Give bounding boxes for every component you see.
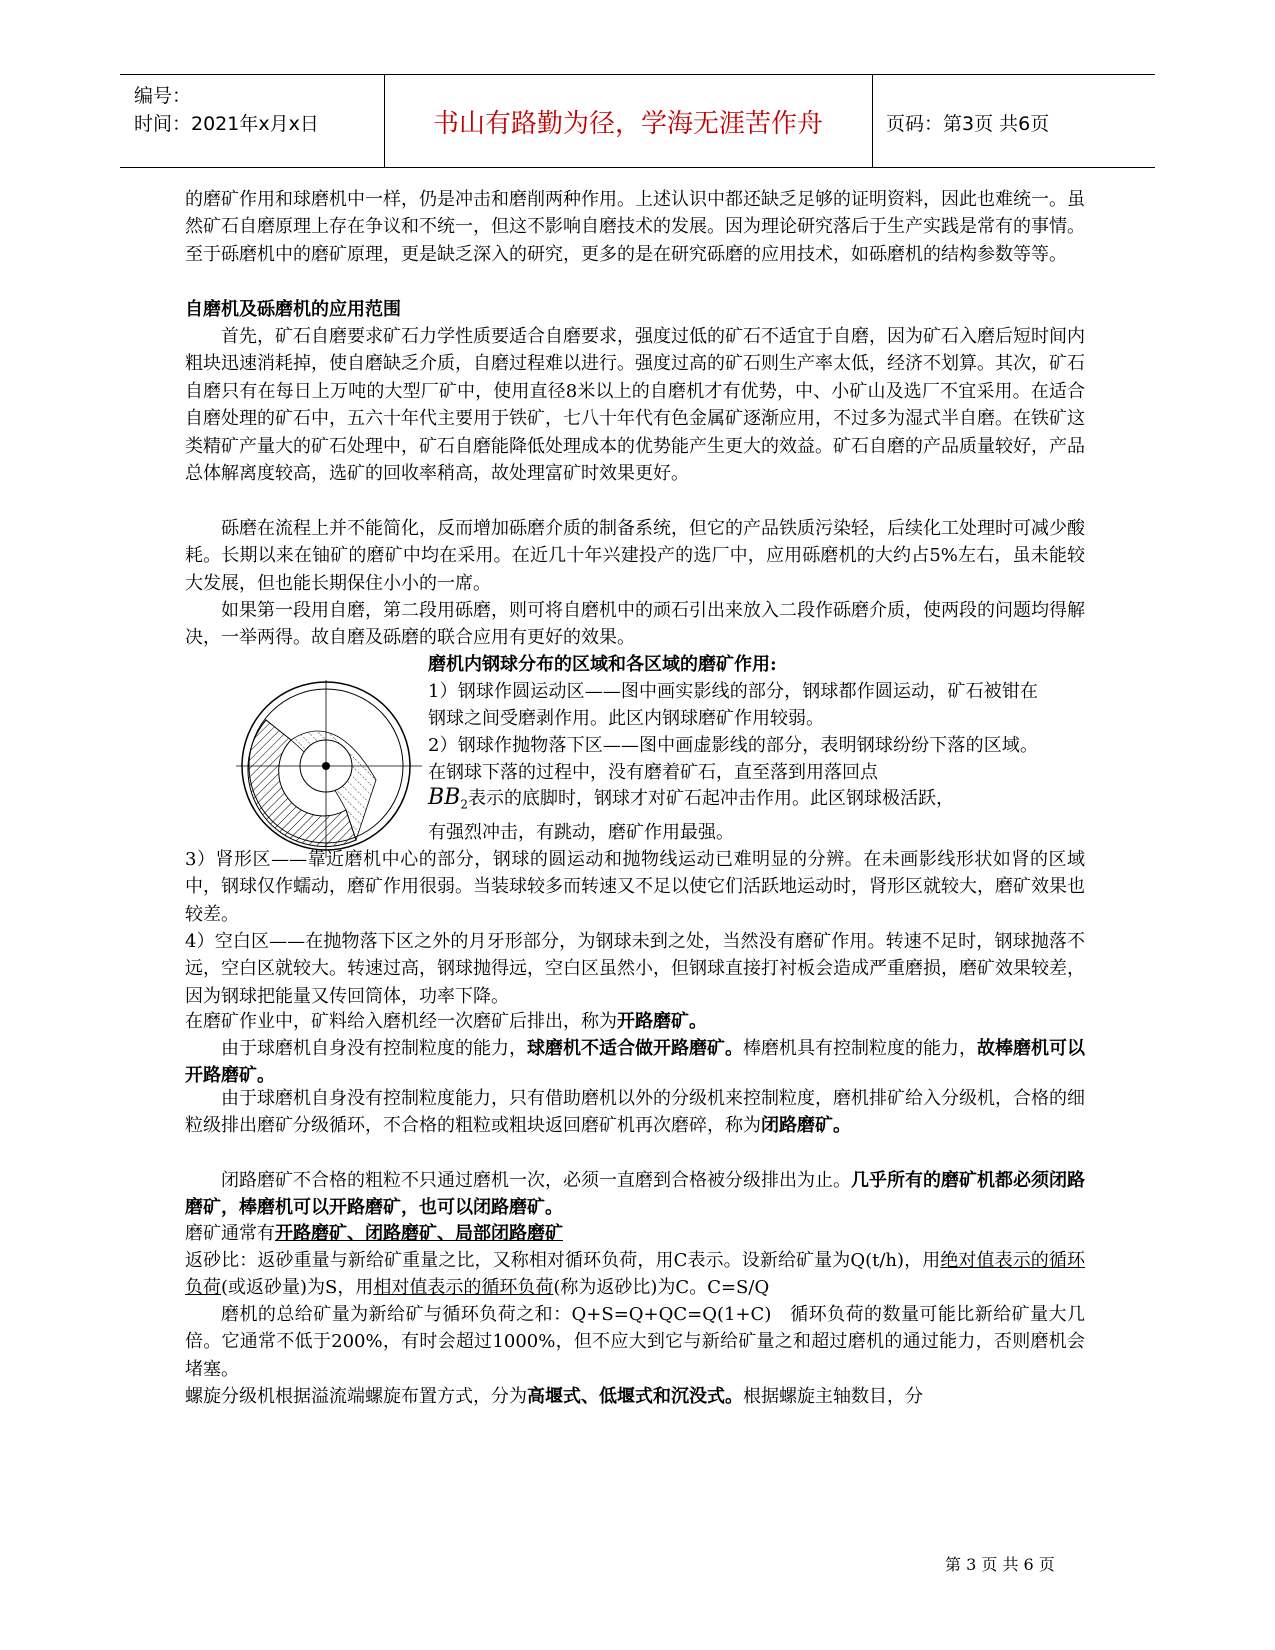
paragraph-autogenous: 首先，矿石自磨要求矿石力学性质要适合自磨要求，强度过低的矿石不适宜于自磨，因为矿石入磨后短时间内粗块迅速消耗掉，使自磨缺乏介质，自磨过程难以进行。强度过高的矿石则生产率太低，经济不划算。其次，矿石自磨只有在每日上万吨的大型厂矿中，使用直径8米以上的自磨机才有优势，中、小矿山及选厂不宜采用。在适合自磨处理的矿石中，五六十年代主要用于铁矿，七八十年代有色金属矿逐渐应用，不过多为湿式半自磨。在铁矿这类精矿产量大的矿石处理中，矿石自磨能降低处理成本的优势能产生更大的效益。矿石自磨的产品质量较好，产品总体解离度较高，选矿的回收率稍高，故处理富矿时效果更好。: [185, 326, 1085, 485]
page-label: 页码：第3页 共6页: [886, 113, 1050, 135]
open-circuit-text: 在磨矿作业中，矿料给入磨机经一次磨矿后排出，称为: [185, 1011, 617, 1032]
paragraph-open-circuit: [185, 1008, 1085, 1035]
ball-mill-bold: 球磨机不适合做开路磨矿。: [527, 1038, 743, 1059]
paragraph-combined: 如果第一段用自磨，第二段用砾磨，则可将自磨机中的顽石引出来放入二段作砾磨介质，使两段的问题均得解决，一举两得。故自磨及砾磨的联合应用有更好的效果。: [185, 600, 1085, 649]
paragraph-ball-mill-limit: [185, 1035, 1085, 1090]
rod-mill-text: 棒磨机具有控制粒度的能力，: [743, 1038, 977, 1059]
paragraph-spiral-classifier: [185, 1383, 1085, 1410]
closed-circuit-term: 闭路磨矿。: [761, 1115, 851, 1137]
grinding-types-text: 磨矿通常有: [185, 1223, 275, 1244]
absolute-load-term: 绝对值表示的循环负荷: [185, 1250, 1086, 1299]
header-info-cell: [120, 75, 385, 167]
paragraph-closed-required: [185, 1167, 1085, 1222]
closed-required-text: 闭路磨矿不合格的粗粒不只通过磨机一次，必须一直磨到合格被分级排出为止。: [221, 1170, 851, 1191]
motto: 书山有路勤为径，学海无涯苦作舟: [432, 109, 823, 139]
bb2-subscript: 2: [460, 797, 468, 812]
paragraph-total-feed: 磨机的总给矿量为新给矿与循环负荷之和：Q+S=Q+QC=Q(1+C) 循环负荷的数量可能比新给矿量大几倍。它通常不低于200%，有时会超过1000%，但不应大到它与新给矿量之和超过磨机的通过能力，否则磨机会堵塞。: [185, 1304, 1085, 1380]
zone-2-parabolic: 2）钢球作抛物落下区——图中画虚影线的部分，表明钢球纷纷下落的区域。在钢球下落的过程中，没有磨着矿石，直至落到用落回点: [428, 735, 1038, 784]
return-ratio-mid: (或返砂量)为S，用: [221, 1277, 374, 1299]
page-footer: 第 3 页 共 6 页: [945, 1555, 1055, 1574]
paragraph-grinding-types: [185, 1220, 1085, 1247]
zone-3-kidney: 3）肾形区——靠近磨机中心的部分，钢球的圆运动和抛物线运动已难明显的分辨。在未画影线形状如肾的区域中，钢球仅作蠕动，磨矿作用很弱。当装球较多而转速又不足以使它们活跃地运动时，肾形区就较大，磨矿效果也较差。: [185, 849, 1085, 925]
grinding-types-list: 开路磨矿、闭路磨矿、局部闭路磨矿: [275, 1223, 563, 1244]
return-ratio-text: 返砂比：返砂重量与新给矿重量之比，又称相对循环负荷，用C表示。设新给矿量为Q(t/h)，用: [185, 1250, 941, 1271]
ball-mill-text: 由于球磨机自身没有控制粒度的能力，: [221, 1038, 527, 1059]
number-label: 编号：: [134, 85, 192, 107]
page-header: [120, 74, 1155, 168]
zone-2-text: 表示的底脚时，钢球才对矿石起冲击作用。此区钢球极活跃，: [467, 788, 954, 809]
spiral-end: 根据螺旋主轴数目，分: [743, 1386, 923, 1407]
closed-required-bold: 几乎所有的磨矿机都必须闭路磨矿，棒磨机可以开路磨矿，也可以闭路磨矿。: [185, 1170, 1085, 1219]
open-circuit-term: 开路磨矿。: [617, 1011, 707, 1032]
heading-ball-zones: 磨机内钢球分布的区域和各区域的磨矿作用:: [428, 654, 777, 675]
zone-2-continued: [428, 784, 1038, 819]
closed-circuit-text: 由于球磨机自身没有控制粒度能力，只有借助磨机以外的分级机来控制粒度，磨机排矿给入分级机，合格的细粒级排出磨矿分级循环，不合格的粗粒或粗块返回磨矿机再次磨碎，称为: [185, 1088, 1085, 1137]
zone-1-circular: 1）钢球作圆运动区——图中画实影线的部分，钢球都作圆运动，矿石被钳在钢球之间受磨剥作用。此区内钢球磨矿作用较弱。: [428, 681, 1038, 730]
ball-mill-zone-diagram: [236, 680, 422, 858]
header-page-cell: [872, 75, 1155, 167]
heading-application-scope: 自磨机及砾磨机的应用范围: [185, 299, 401, 320]
return-ratio-end: (称为返砂比)为C。C=S/Q: [553, 1277, 770, 1299]
spiral-types: 高堰式、低堰式和沉没式。: [527, 1386, 743, 1407]
paragraph-pebble: 砾磨在流程上并不能简化，反而增加砾磨介质的制备系统，但它的产品铁质污染轻，后续化工处理时可减少酸耗。长期以来在铀矿的磨矿中均在采用。在近几十年兴建投产的选厂中，应用砾磨机的大约占5%左右，虽未能较大发展，但也能长期保住小小的一席。: [185, 518, 1085, 594]
paragraph-closed-circuit: [185, 1085, 1085, 1140]
zone-4-blank: 4）空白区——在抛物落下区之外的月牙形部分，为钢球未到之处，当然没有磨矿作用。转速不足时，钢球抛落不远，空白区就较大。转速过高，钢球抛得远，空白区虽然小，但钢球直接打衬板会造成严重磨损，磨矿效果较差，因为钢球把能量又传回筒体，功率下降。: [185, 931, 1085, 1007]
paragraph-return-ratio: [185, 1247, 1085, 1302]
spiral-text: 螺旋分级机根据溢流端螺旋布置方式，分为: [185, 1386, 527, 1407]
time-label: 时间：2021年x月x日: [134, 113, 319, 135]
header-motto-cell: [384, 75, 873, 167]
paragraph-intro: 的磨矿作用和球磨机中一样，仍是冲击和磨削两种作用。上述认识中都还缺乏足够的证明资料，因此也难统一。虽然矿石自磨原理上存在争议和不统一，但这不影响自磨技术的发展。因为理论研究落后于生产实践是常有的事情。至于砾磨机中的磨矿原理，更是缺乏深入的研究，更多的是在研究砾磨的应用技术，如砾磨机的结构参数等等。: [185, 189, 1085, 265]
rod-mill-bold: 故棒磨机可以开路磨矿。: [185, 1038, 1085, 1087]
bb2-symbol: BB: [428, 785, 461, 810]
relative-load-term: 相对值表示的循环负荷: [373, 1277, 554, 1299]
zone-2-end: 有强烈冲击，有跳动，磨矿作用最强。: [428, 822, 734, 843]
